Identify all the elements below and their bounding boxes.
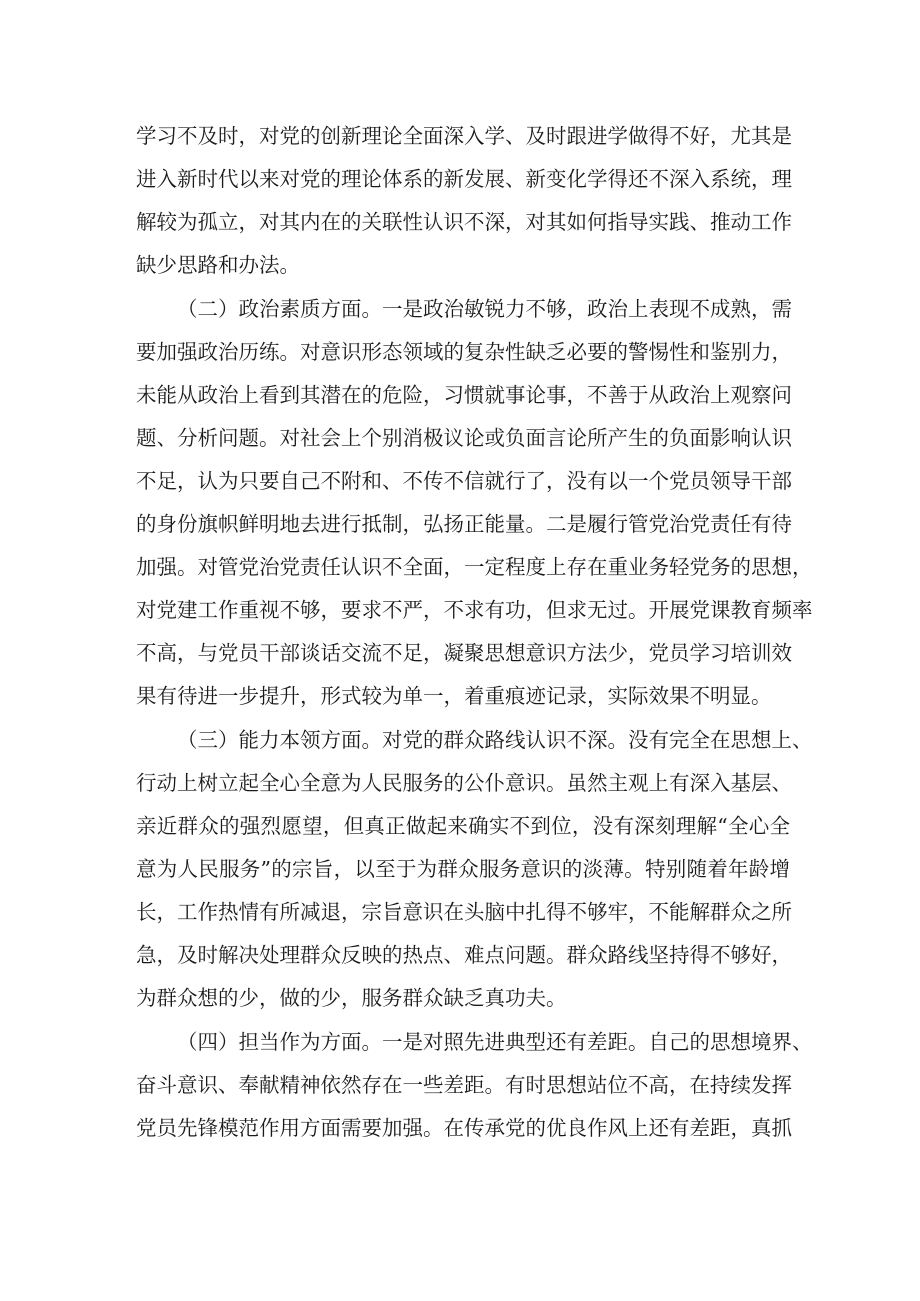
text-line: 解较为孤立，对其内在的关联性认识不深，对其如何指导实践、推动工作 [136,210,792,234]
text-line: 题、分析问题。对社会上个别消极议论或负面言论所产生的负面影响认识 [136,426,792,450]
text-line: 未能从政治上看到其潜在的危险，习惯就事论事，不善于从政治上观察问 [136,383,792,407]
text-line: 长，工作热情有所减退，宗旨意识在头脑中扎得不够牢，不能解群众之所 [136,900,792,924]
text-line: 加强。对管党治党责任认识不全面，一定程度上存在重业务轻党务的思想， [136,555,813,579]
text-line: 意为人民服务”的宗旨，以至于为群众服务意识的淡薄。特别随着年龄增 [136,857,790,881]
text-line: 急，及时解决处理群众反映的热点、难点问题。群众路线坚持得不够好， [136,943,792,967]
section-3-heading-line: （三）能力本领方面。对党的群众路线认识不深。没有完全在思想上、 [177,728,813,752]
text-line: 的身份旗帜鲜明地去进行抵制，弘扬正能量。二是履行管党治党责任有待 [136,512,792,536]
section-4-heading-line: （四）担当作为方面。一是对照先进典型还有差距。自己的思想境界、 [177,1030,813,1054]
text-line: 党员先锋模范作用方面需要加强。在传承党的优良作风上还有差距，真抓 [136,1116,792,1140]
text-line: 亲近群众的强烈愿望，但真正做起来确实不到位，没有深刻理解“全心全 [136,814,790,838]
text-line: 要加强政治历练。对意识形态领域的复杂性缺乏必要的警惕性和鉴别力， [136,340,792,364]
text-line: 行动上树立起全心全意为人民服务的公仆意识。虽然主观上有深入基层、 [136,771,792,795]
text-line: 为群众想的少，做的少，服务群众缺乏真功夫。 [136,986,567,1010]
text-line: 不足，认为只要自己不附和、不传不信就行了，没有以一个党员领导干部 [136,469,792,493]
text-line: 进入新时代以来对党的理论体系的新发展、新变化学得还不深入系统，理 [136,167,792,191]
text-line: 果有待进一步提升，形式较为单一，着重痕迹记录，实际效果不明显。 [136,684,772,708]
text-line: 奋斗意识、奉献精神依然存在一些差距。有时思想站位不高，在持续发挥 [136,1073,792,1097]
text-line: 学习不及时，对党的创新理论全面深入学、及时跟进学做得不好，尤其是 [136,124,792,148]
section-2-heading-line: （二）政治素质方面。一是政治敏锐力不够，政治上表现不成熟，需 [177,297,792,321]
text-line: 不高，与党员干部谈话交流不足，凝聚思想意识方法少，党员学习培训效 [136,641,792,665]
text-line: 对党建工作重视不够，要求不严，不求有功，但求无过。开展党课教育频率 [136,598,813,622]
text-line: 缺少思路和办法。 [136,253,300,277]
